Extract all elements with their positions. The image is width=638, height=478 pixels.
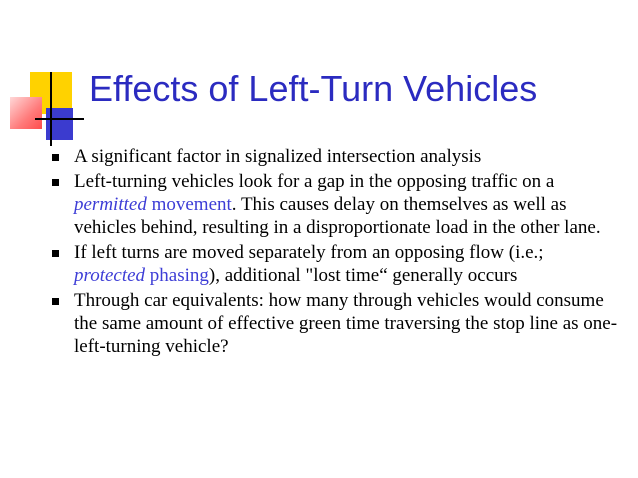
square-bullet-icon	[52, 154, 59, 161]
square-bullet-icon	[52, 250, 59, 257]
bullet-item	[48, 289, 618, 358]
bullet-text: Through car equivalents: how many through vehicles would consume the same amount of effective green time traversing the stop line as one-left-turning vehicle?	[74, 290, 618, 357]
bullet-item	[48, 241, 618, 287]
keyword-movement: movement	[146, 194, 232, 215]
bullet-list	[48, 145, 618, 360]
bullet-text-post: ), additional "lost time“ generally occurs	[208, 265, 518, 286]
horizontal-line-decoration	[35, 118, 84, 120]
bullet-text-post: . This causes delay on themselves as well as vehicles behind, resulting in a disproportionate load in the other lane.	[74, 194, 601, 238]
bullet-text: A significant factor in signalized intersection analysis	[74, 146, 482, 167]
bullet-text-pre: If left turns are moved separately from an opposing flow (i.e.;	[74, 242, 544, 263]
bullet-item	[48, 145, 618, 168]
slide-title: Effects of Left-Turn Vehicles	[89, 68, 538, 109]
keyword-phasing: phasing	[145, 265, 209, 286]
decorative-corner-graphic	[0, 0, 90, 150]
bullet-text-pre: Left-turning vehicles look for a gap in the opposing traffic on a	[74, 171, 555, 192]
keyword-permitted: permitted	[74, 194, 147, 215]
square-bullet-icon	[52, 298, 59, 305]
red-square-decoration	[10, 97, 42, 129]
square-bullet-icon	[52, 179, 59, 186]
bullet-item	[48, 170, 618, 239]
keyword-protected: protected	[74, 265, 146, 286]
vertical-line-decoration	[50, 72, 52, 146]
